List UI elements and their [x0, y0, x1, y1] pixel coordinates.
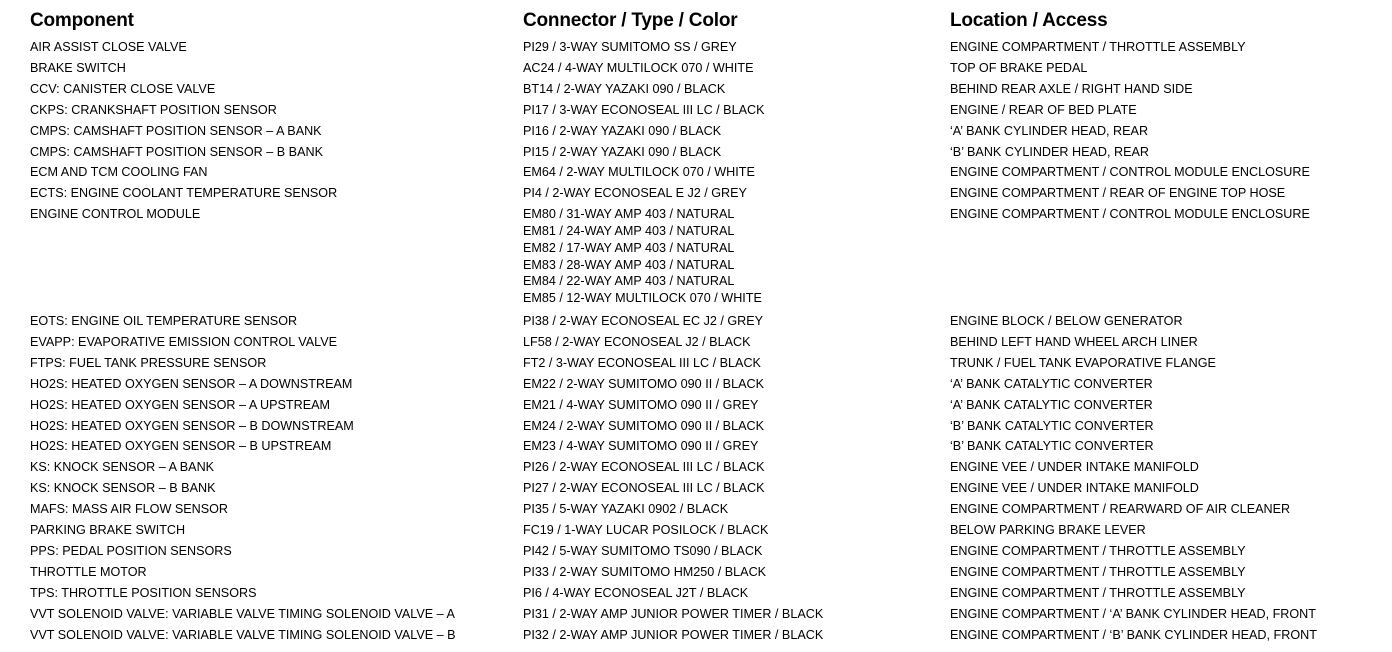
location-cell: ENGINE VEE / UNDER INTAKE MANIFOLD — [950, 481, 1199, 496]
connector-line: PI4 / 2-WAY ECONOSEAL E J2 / GREY — [523, 186, 747, 201]
location-cell: BEHIND REAR AXLE / RIGHT HAND SIDE — [950, 81, 1193, 96]
table-row — [30, 457, 1380, 478]
location-cell: ENGINE COMPARTMENT / ‘A’ BANK CYLINDER HEAD, FRONT — [950, 606, 1316, 621]
location-cell: BELOW PARKING BRAKE LEVER — [950, 523, 1146, 538]
connector-line: PI31 / 2-WAY AMP JUNIOR POWER TIMER / BLACK — [523, 606, 824, 621]
component-cell: KS: KNOCK SENSOR – B BANK — [30, 481, 216, 496]
connector-line: PI15 / 2-WAY YAZAKI 090 / BLACK — [523, 144, 722, 159]
component-cell: EVAPP: EVAPORATIVE EMISSION CONTROL VALVE — [30, 334, 337, 349]
table-row — [30, 58, 1380, 79]
connector-line: EM83 / 28-WAY AMP 403 / NATURAL — [523, 257, 735, 272]
table-row — [30, 604, 1380, 625]
connector-cell — [523, 520, 950, 541]
component-cell: PARKING BRAKE SWITCH — [30, 523, 186, 538]
connector-cell — [523, 499, 950, 520]
connector-line: PI33 / 2-WAY SUMITOMO HM250 / BLACK — [523, 564, 767, 579]
location-cell: TOP OF BRAKE PEDAL — [950, 60, 1088, 75]
component-cell: TPS: THROTTLE POSITION SENSORS — [30, 585, 257, 600]
component-cell: HO2S: HEATED OXYGEN SENSOR – B UPSTREAM — [30, 439, 332, 454]
component-cell: VVT SOLENOID VALVE: VARIABLE VALVE TIMING SOLENOID VALVE – B — [30, 627, 456, 642]
connector-cell — [523, 436, 950, 457]
component-cell: ECTS: ENGINE COOLANT TEMPERATURE SENSOR — [30, 186, 338, 201]
table-row — [30, 353, 1380, 374]
connector-line: EM85 / 12-WAY MULTILOCK 070 / WHITE — [523, 291, 762, 306]
location-cell: ENGINE COMPARTMENT / THROTTLE ASSEMBLY — [950, 544, 1246, 558]
connector-line: PI42 / 5-WAY SUMITOMO TS090 / BLACK — [523, 544, 763, 558]
connector-cell — [523, 457, 950, 478]
location-cell: ENGINE BLOCK / BELOW GENERATOR — [950, 314, 1183, 329]
table-row — [30, 436, 1380, 457]
table-row — [30, 121, 1380, 142]
connector-cell — [523, 332, 950, 353]
component-cell: ECM AND TCM COOLING FAN — [30, 165, 208, 180]
connector-line: EM23 / 4-WAY SUMITOMO 090 II / GREY — [523, 439, 759, 454]
table-row — [30, 311, 1380, 332]
connector-line: LF58 / 2-WAY ECONOSEAL J2 / BLACK — [523, 334, 751, 349]
connector-cell — [523, 37, 950, 58]
connector-cell — [523, 58, 950, 79]
component-cell: BRAKE SWITCH — [30, 60, 126, 75]
location-cell: ‘A’ BANK CATALYTIC CONVERTER — [950, 397, 1153, 412]
connector-line: PI38 / 2-WAY ECONOSEAL EC J2 / GREY — [523, 314, 764, 329]
component-cell: CMPS: CAMSHAFT POSITION SENSOR – B BANK — [30, 144, 323, 159]
connector-line: PI6 / 4-WAY ECONOSEAL J2T / BLACK — [523, 585, 749, 600]
connector-line: BT14 / 2-WAY YAZAKI 090 / BLACK — [523, 81, 726, 96]
connector-line: EM21 / 4-WAY SUMITOMO 090 II / GREY — [523, 397, 759, 412]
table-row — [30, 37, 1380, 58]
connector-cell — [523, 604, 950, 625]
component-cell: HO2S: HEATED OXYGEN SENSOR – B DOWNSTREAM — [30, 418, 354, 433]
location-cell: ‘B’ BANK CATALYTIC CONVERTER — [950, 439, 1154, 454]
component-cell: MAFS: MASS AIR FLOW SENSOR — [30, 502, 229, 517]
connector-cell — [523, 374, 950, 395]
table-row — [30, 332, 1380, 353]
component-cell: THROTTLE MOTOR — [30, 564, 147, 579]
location-cell: ENGINE COMPARTMENT / ‘B’ BANK CYLINDER HEAD, FRONT — [950, 627, 1317, 642]
component-cell: KS: KNOCK SENSOR – A BANK — [30, 460, 215, 475]
table-row — [30, 142, 1380, 163]
component-cell: AIR ASSIST CLOSE VALVE — [30, 40, 187, 54]
location-cell: BEHIND LEFT HAND WHEEL ARCH LINER — [950, 334, 1198, 349]
connector-cell — [523, 562, 950, 583]
connector-cell — [523, 311, 950, 332]
connector-cell — [523, 541, 950, 562]
table-row — [30, 583, 1380, 604]
connector-line: PI26 / 2-WAY ECONOSEAL III LC / BLACK — [523, 460, 765, 475]
table-row — [30, 520, 1380, 541]
connector-line: FT2 / 3-WAY ECONOSEAL III LC / BLACK — [523, 355, 761, 370]
connector-cell — [523, 142, 950, 163]
connector-cell — [523, 183, 950, 204]
location-cell: ENGINE COMPARTMENT / THROTTLE ASSEMBLY — [950, 40, 1246, 54]
connector-line: EM22 / 2-WAY SUMITOMO 090 II / BLACK — [523, 376, 764, 391]
component-cell: ENGINE CONTROL MODULE — [30, 207, 201, 222]
table-row — [30, 541, 1380, 562]
connector-line: PI35 / 5-WAY YAZAKI 0902 / BLACK — [523, 502, 729, 517]
connector-cell — [523, 121, 950, 142]
connector-cell — [523, 625, 950, 646]
location-cell: ‘B’ BANK CATALYTIC CONVERTER — [950, 418, 1154, 433]
connector-cell — [523, 100, 950, 121]
component-table — [30, 4, 1380, 646]
component-cell: VVT SOLENOID VALVE: VARIABLE VALVE TIMING SOLENOID VALVE – A — [30, 606, 455, 621]
location-cell: ENGINE COMPARTMENT / REARWARD OF AIR CLEANER — [950, 502, 1291, 517]
table-row — [30, 100, 1380, 121]
location-cell: ‘A’ BANK CATALYTIC CONVERTER — [950, 376, 1153, 391]
connector-line: EM80 / 31-WAY AMP 403 / NATURAL — [523, 207, 735, 222]
table-body — [30, 37, 1380, 646]
table-row — [30, 478, 1380, 499]
location-cell: ENGINE COMPARTMENT / CONTROL MODULE ENCLOSURE — [950, 207, 1310, 222]
connector-line: PI17 / 3-WAY ECONOSEAL III LC / BLACK — [523, 102, 765, 117]
component-cell: FTPS: FUEL TANK PRESSURE SENSOR — [30, 355, 267, 370]
connector-cell — [523, 353, 950, 374]
header-connector: Connector / Type / Color — [523, 10, 738, 31]
location-cell: ENGINE COMPARTMENT / REAR OF ENGINE TOP HOSE — [950, 186, 1286, 201]
location-cell: ENGINE COMPARTMENT / THROTTLE ASSEMBLY — [950, 564, 1246, 579]
component-cell: HO2S: HEATED OXYGEN SENSOR – A DOWNSTREAM — [30, 376, 353, 391]
connector-cell — [523, 583, 950, 604]
component-cell: CMPS: CAMSHAFT POSITION SENSOR – A BANK — [30, 123, 322, 138]
connector-line: EM64 / 2-WAY MULTILOCK 070 / WHITE — [523, 165, 755, 180]
table-row — [30, 416, 1380, 437]
component-cell: PPS: PEDAL POSITION SENSORS — [30, 544, 232, 558]
connector-line: PI32 / 2-WAY AMP JUNIOR POWER TIMER / BLACK — [523, 627, 824, 642]
table-row — [30, 183, 1380, 204]
component-cell: EOTS: ENGINE OIL TEMPERATURE SENSOR — [30, 314, 298, 329]
connector-cell — [523, 204, 950, 311]
table-row — [30, 204, 1380, 311]
connector-cell — [523, 478, 950, 499]
connector-line: EM81 / 24-WAY AMP 403 / NATURAL — [523, 224, 735, 239]
table-row — [30, 79, 1380, 100]
connector-line: EM84 / 22-WAY AMP 403 / NATURAL — [523, 274, 735, 289]
header-location: Location / Access — [950, 10, 1108, 31]
connector-cell — [523, 162, 950, 183]
connector-cell — [523, 79, 950, 100]
component-cell: CCV: CANISTER CLOSE VALVE — [30, 81, 216, 96]
location-cell: ENGINE COMPARTMENT / CONTROL MODULE ENCLOSURE — [950, 165, 1310, 180]
connector-line: PI16 / 2-WAY YAZAKI 090 / BLACK — [523, 123, 722, 138]
component-cell: HO2S: HEATED OXYGEN SENSOR – A UPSTREAM — [30, 397, 330, 412]
connector-line: PI27 / 2-WAY ECONOSEAL III LC / BLACK — [523, 481, 765, 496]
connector-line: EM82 / 17-WAY AMP 403 / NATURAL — [523, 240, 735, 255]
table-row — [30, 162, 1380, 183]
location-cell: ENGINE COMPARTMENT / THROTTLE ASSEMBLY — [950, 585, 1246, 600]
location-cell: TRUNK / FUEL TANK EVAPORATIVE FLANGE — [950, 355, 1216, 370]
connector-line: FC19 / 1-WAY LUCAR POSILOCK / BLACK — [523, 523, 769, 538]
location-cell: ENGINE / REAR OF BED PLATE — [950, 102, 1137, 117]
component-cell: CKPS: CRANKSHAFT POSITION SENSOR — [30, 102, 277, 117]
connector-line: AC24 / 4-WAY MULTILOCK 070 / WHITE — [523, 60, 754, 75]
table-row — [30, 499, 1380, 520]
header-component: Component — [30, 10, 134, 31]
location-cell: ‘A’ BANK CYLINDER HEAD, REAR — [950, 123, 1149, 138]
location-cell: ‘B’ BANK CYLINDER HEAD, REAR — [950, 144, 1149, 159]
connector-cell — [523, 395, 950, 416]
table-row — [30, 625, 1380, 646]
connector-cell — [523, 416, 950, 437]
table-row — [30, 374, 1380, 395]
table-row — [30, 562, 1380, 583]
table-header — [30, 4, 1380, 32]
connector-line: EM24 / 2-WAY SUMITOMO 090 II / BLACK — [523, 418, 764, 433]
location-cell: ENGINE VEE / UNDER INTAKE MANIFOLD — [950, 460, 1199, 475]
table-row — [30, 395, 1380, 416]
connector-line: PI29 / 3-WAY SUMITOMO SS / GREY — [523, 40, 737, 54]
